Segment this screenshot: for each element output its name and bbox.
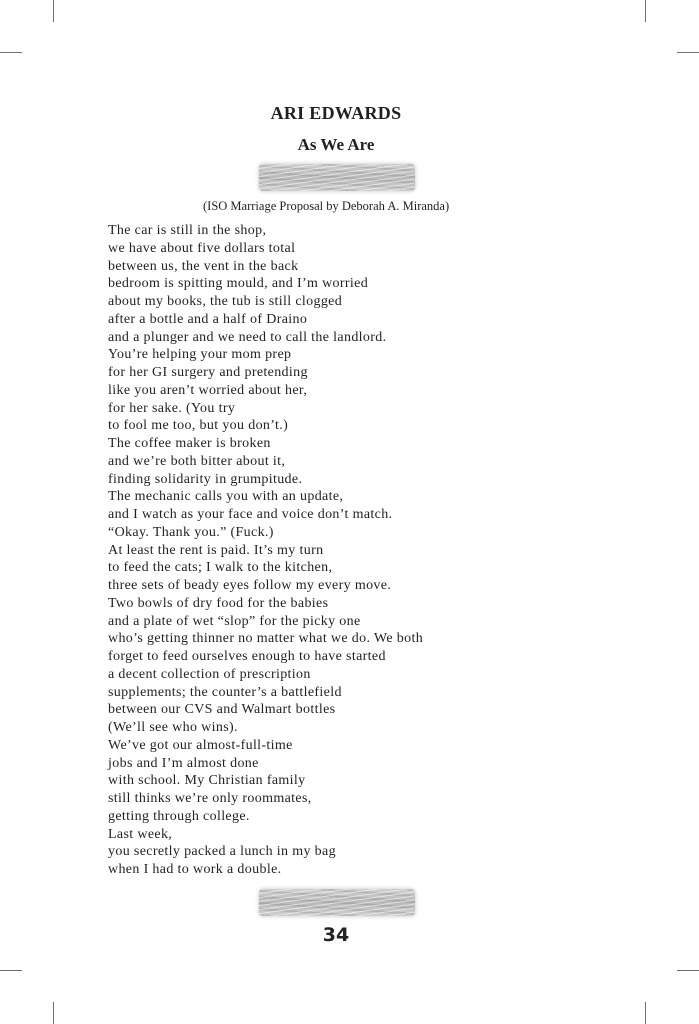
poem-line: getting through college. <box>108 808 250 824</box>
poem-line: “Okay. Thank you.” (Fuck.) <box>108 524 274 540</box>
poem-line: and we’re both bitter about it, <box>108 453 286 469</box>
poem-line: supplements; the counter’s a battlefield <box>108 684 342 700</box>
crop-mark-right-top <box>677 52 699 53</box>
poem-line: to feed the cats; I walk to the kitchen, <box>108 560 333 576</box>
poem-line: who’s getting thinner no matter what we do. We both <box>108 631 424 647</box>
poem-line: Last week, <box>108 826 173 842</box>
poem-line: a decent collection of prescription <box>108 666 311 682</box>
poem-line: with school. My Christian family <box>108 773 306 789</box>
poem-line: The coffee maker is broken <box>108 436 271 451</box>
page-number: 34 <box>322 924 350 946</box>
crop-mark-bottom-left <box>53 1002 54 1024</box>
poem-line: like you aren’t worried about her, <box>108 382 308 398</box>
poem-title: As We Are <box>297 135 375 154</box>
poem-line: (We’ll see who wins). <box>108 720 238 735</box>
brush-ornament-bottom <box>259 889 415 916</box>
poem-line: and I watch as your face and voice don’t match. <box>108 507 393 522</box>
poem-line: three sets of beady eyes follow my every move. <box>108 578 392 593</box>
poem-line: You’re helping your mom prep <box>108 347 292 363</box>
poem-line: when I had to work a double. <box>108 862 282 877</box>
poem-line: At least the rent is paid. It’s my turn <box>108 542 324 558</box>
crop-mark-left-top <box>0 52 22 53</box>
poem-body <box>108 222 423 879</box>
poem-line: between us, the vent in the back <box>108 258 299 274</box>
poem-line: Two bowls of dry food for the babies <box>108 595 329 611</box>
poem-dedication: (ISO Marriage Proposal by Deborah A. Miranda) <box>203 199 450 213</box>
poem-line: The car is still in the shop, <box>108 223 267 238</box>
crop-mark-right-bottom <box>677 970 699 971</box>
author-name: ARI EDWARDS <box>270 103 402 123</box>
poem-line: for her sake. (You try <box>108 400 236 416</box>
poem-line: forget to feed ourselves enough to have started <box>108 649 386 664</box>
poem-line: between our CVS and Walmart bottles <box>108 702 336 718</box>
brush-ornament-top <box>259 164 415 191</box>
poem-line: We’ve got our almost-full-time <box>108 737 293 753</box>
poem-line: The mechanic calls you with an update, <box>108 489 344 505</box>
poem-line: for her GI surgery and pretending <box>108 365 308 380</box>
poem-line: to fool me too, but you don’t.) <box>108 418 289 434</box>
poem-line: and a plunger and we need to call the landlord. <box>108 329 387 345</box>
poem-line: still thinks we’re only roommates, <box>108 791 312 806</box>
poem-line: about my books, the tub is still clogged <box>108 294 343 309</box>
crop-mark-top-left <box>53 0 54 22</box>
crop-mark-top-right <box>645 0 646 22</box>
poem-line: bedroom is spitting mould, and I’m worried <box>108 276 369 292</box>
poem-line: you secretly packed a lunch in my bag <box>108 844 336 860</box>
crop-mark-bottom-right <box>645 1002 646 1024</box>
poem-line: we have about five dollars total <box>108 240 296 256</box>
crop-mark-left-bottom <box>0 970 22 971</box>
poem-line: after a bottle and a half of Draino <box>108 311 308 327</box>
poem-line: finding solidarity in grumpitude. <box>108 471 303 487</box>
poem-line: and a plate of wet “slop” for the picky one <box>108 613 361 629</box>
poem-line: jobs and I’m almost done <box>108 755 259 771</box>
